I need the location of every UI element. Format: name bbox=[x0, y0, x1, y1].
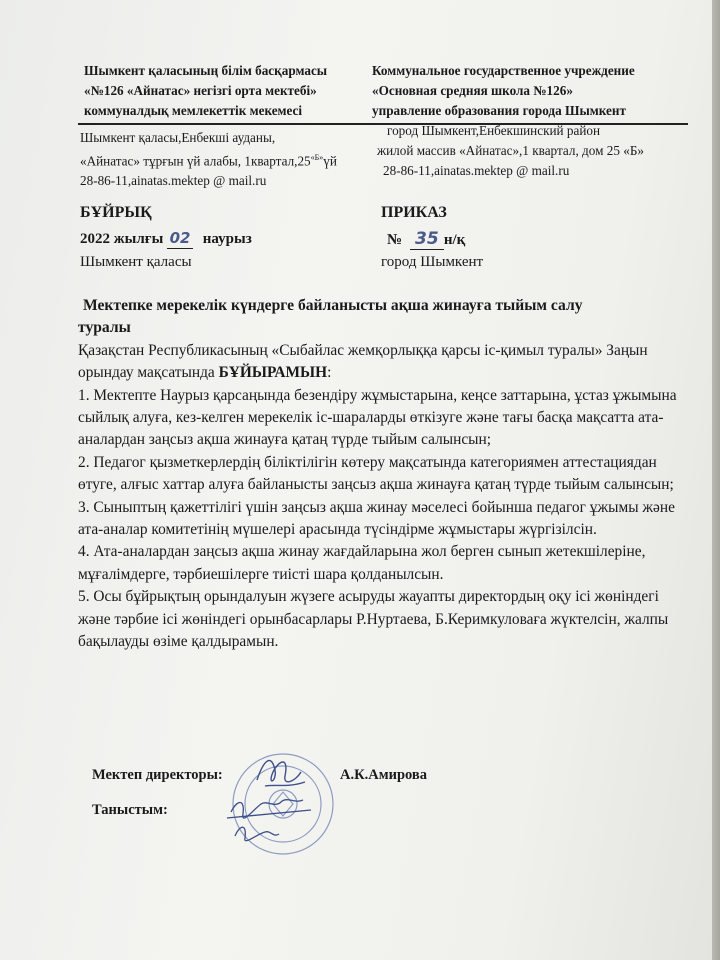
address-right bbox=[377, 121, 644, 181]
order-item-3: 3. Сыныптың қажеттілігі үшін заңсыз ақша жинау мәселесі бойынша педагог ұжымы және ата-аналар комитетінің мүшелері арасында түсіндірме жұмыстары жүргізілсін. bbox=[78, 498, 675, 539]
document-body bbox=[78, 295, 678, 654]
page-edge bbox=[712, 0, 720, 960]
order-item-5: 5. Осы бұйрықтың орындалуын жүзеге асыруды жауапты директордың оқу ісі жөніндегі және тәрбие ісі жөніндегі орынбасарлары Р.Нуртаева, Б.Керимкуловаға жүктелсін, жалпы бақылауды өзіме қалдырамын. bbox=[78, 588, 669, 651]
intro-text: Қазақстан Республикасының «Сыбайлас жемқорлыққа қарсы іс-қимыл туралы» Заңын орындау мақсатында bbox=[78, 341, 648, 382]
document-title-line1: Мектепке мерекелік күндерге байланысты ақша жинауға тыйым салу bbox=[83, 297, 583, 314]
order-date-prefix: 2022 жылғы bbox=[80, 231, 164, 247]
order-date bbox=[80, 229, 252, 249]
order-city-kz: Шымкент қаласы bbox=[80, 254, 192, 270]
order-item-4: 4. Ата-аналардан заңсыз ақша жинау жағдайларына жол берген сынып жетекшілеріне, мұғалімдерге, тәрбиешілерге тиісті шара қолданылсын. bbox=[78, 543, 646, 583]
order-date-month: наурыз bbox=[202, 231, 252, 247]
header-right bbox=[372, 61, 635, 121]
header-left-line2: «№126 «Айнатас» негізгі орта мектебі» bbox=[84, 83, 317, 98]
order-date-day: 02 bbox=[169, 229, 191, 247]
address-right-line1: город Шымкент,Енбекшинский район bbox=[387, 123, 601, 138]
director-signature bbox=[257, 761, 305, 786]
header-right-line2: «Основная средняя школа №126» bbox=[372, 83, 573, 98]
order-number-value: 35 bbox=[414, 229, 439, 249]
document-title-line2: туралы bbox=[78, 319, 131, 337]
address-left bbox=[80, 128, 337, 191]
stamp-and-signatures bbox=[215, 742, 345, 862]
order-number bbox=[387, 229, 465, 250]
document-intro bbox=[78, 340, 678, 385]
address-right-line3: 28-86-11,ainatas.mektep @ mail.ru bbox=[383, 163, 570, 178]
intro-order-word: БҰЙЫРАМЫН bbox=[218, 364, 328, 382]
address-left-line2 bbox=[80, 148, 337, 171]
address-left-superscript: «Б» bbox=[310, 153, 324, 162]
header-right-line3: управление образования города Шымкент bbox=[372, 103, 626, 118]
director-name: А.К.Амирова bbox=[340, 767, 427, 783]
header-left bbox=[84, 61, 327, 121]
order-number-prefix: № bbox=[387, 232, 403, 248]
order-item-2: 2. Педагог қызметкерлердің біліктілігін көтеру мақсатында категориямен аттестациядан өтуге, алғыс хаттар алуға байланысты заңсыз ақша жинауға қатаң түрде тыйым салынсын; bbox=[78, 453, 674, 494]
address-left-line2-suffix: үй bbox=[323, 153, 337, 169]
order-title-ru: ПРИКАЗ bbox=[381, 204, 447, 221]
address-right-line2: жилой массив «Айнатас»,1 квартал, дом 25 «Б» bbox=[377, 143, 644, 158]
order-number-suffix: н/қ bbox=[443, 232, 466, 248]
order-city-ru: город Шымкент bbox=[381, 254, 484, 270]
acquainted-label: Таныстым: bbox=[92, 802, 168, 818]
address-left-line3: 28-86-11,ainatas.mektep @ mail.ru bbox=[80, 173, 267, 189]
director-label: Мектеп директоры: bbox=[92, 767, 223, 783]
header-left-line3: коммуналдық мемлекеттік мекемесі bbox=[84, 103, 303, 118]
header-right-line1: Коммунальное государственное учреждение bbox=[372, 63, 635, 78]
header-left-line1: Шымкент қаласының білім басқармасы bbox=[84, 63, 328, 78]
school-stamp bbox=[233, 754, 333, 854]
order-title-kz: БҰЙРЫҚ bbox=[80, 204, 152, 221]
order-item-1: 1. Мектепте Наурыз қарсаңында безендіру жұмыстарына, кеңсе заттарына, ұстаз ұжымына сыйлық алуға, кез-келген мерекелік іс-шараларды өткізуге және тағы басқа мақсатта ата-аналардан заңсыз ақша жинауға қатаң түрде тыйым салынсын; bbox=[78, 386, 677, 449]
address-left-line1: Шымкент қаласы,Енбекші ауданы, bbox=[80, 130, 276, 145]
intro-colon: : bbox=[327, 364, 332, 382]
address-left-line2-text: «Айнатас» тұрғын үй алабы, 1квартал,25 bbox=[80, 153, 311, 169]
